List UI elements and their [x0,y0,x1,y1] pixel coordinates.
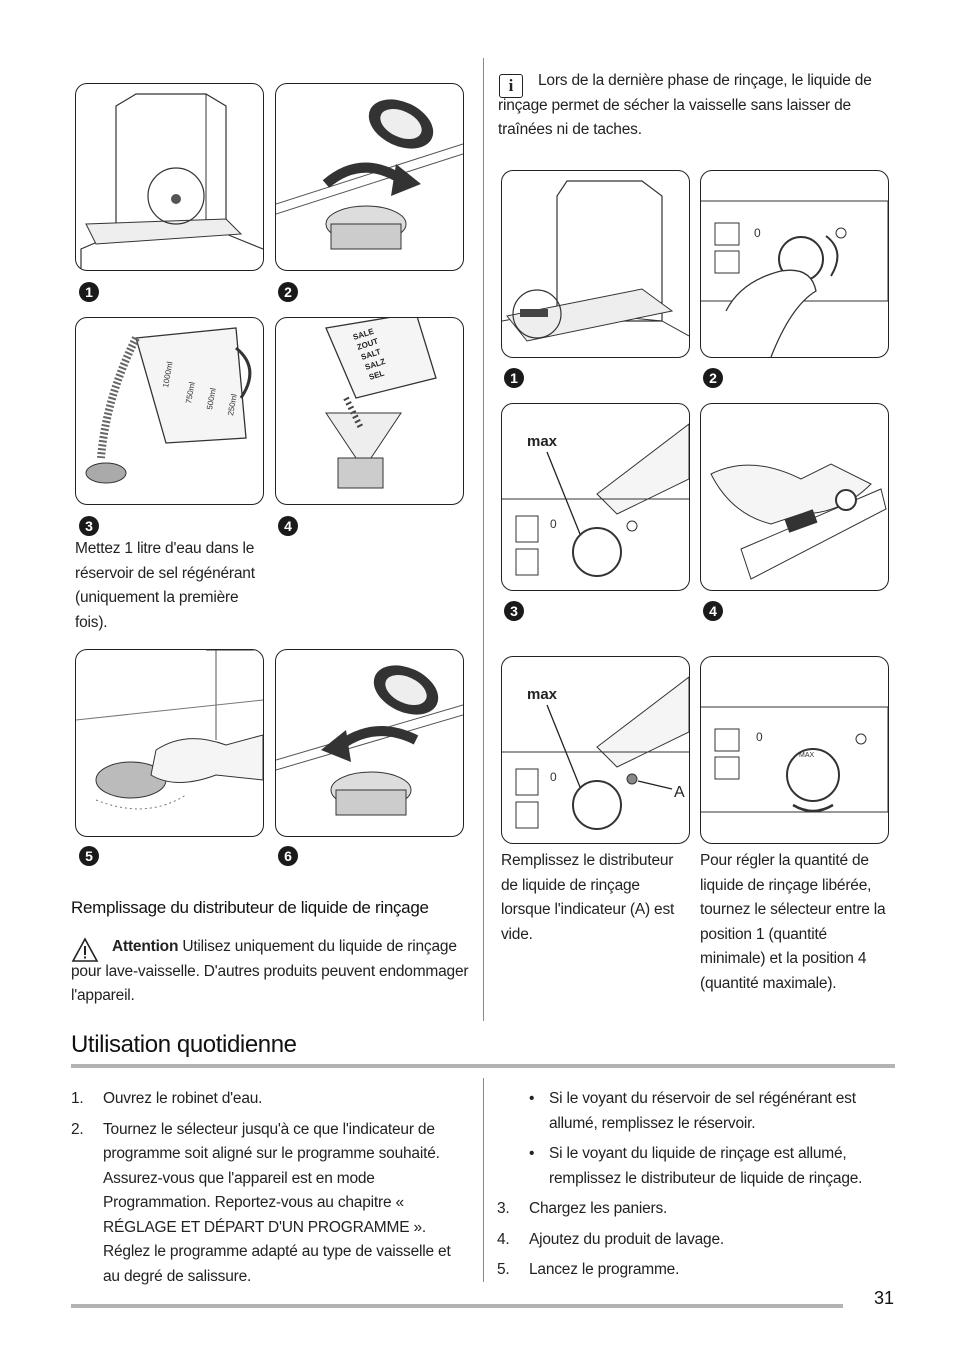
figure-wipe-spill [75,649,264,837]
list-item [497,1228,897,1253]
list-item [497,1197,897,1222]
figure-number: 3 [504,601,524,621]
list-item [71,1087,471,1112]
figure-number: 2 [278,282,298,302]
jug-mark: 250ml [226,393,239,417]
figure-pour-rinse-aid [501,403,690,591]
rinse-heading: Remplissage du distributeur de liquide de rinçage [71,898,429,917]
column-divider [483,1078,484,1282]
bullet-mark: • [529,1145,535,1162]
figure-number: 2 [703,368,723,388]
list-number: 2. [71,1120,84,1138]
figure-number: 1 [79,282,99,302]
bullet-text: Si le voyant du réservoir de sel régénérant est allumé, remplissez le réservoir. [549,1090,856,1132]
bullet-item [497,1087,897,1136]
max-label: max [527,686,558,703]
bullet-text: Si le voyant du liquide de rinçage est allumé, remplissez le distributeur de liquide de rinçage. [549,1145,863,1187]
dial-zero-label: 0 [550,517,557,531]
caption-adjust-dial: Pour régler la quantité de liquide de rinçage libérée, tournez le sélecteur entre la position 1 (quantité minimale) et la position 4 (quantité maximale). [700,852,886,992]
page-number: 31 [874,1288,895,1308]
warning-label: Attention [112,938,179,955]
salt-box-text: SALT [359,347,382,362]
figure-salt-cap-close [275,649,464,837]
section-rule [71,1064,895,1068]
list-text: Ouvrez le robinet d'eau. [103,1090,263,1107]
figure-add-salt [275,317,464,505]
figure-adjust-dial [700,656,889,844]
figure-dishwasher-open [75,83,264,271]
list-text: Lancez le programme. [529,1261,680,1278]
salt-box-text: ZOUT [355,336,380,352]
figure-open-dispenser [700,170,889,358]
bullet-item [497,1142,897,1191]
dial-zero-label: 0 [550,770,557,784]
column-divider [483,58,484,1021]
list-text: Ajoutez du produit de lavage. [529,1230,724,1248]
info-paragraph: Lors de la dernière phase de rinçage, le liquide de rinçage permet de sécher la vaisselle sans laisser de traînées ni de taches. [498,72,872,138]
list-number: 4. [497,1230,510,1248]
dial-max-text: MAX [799,752,815,759]
max-label: max [527,433,558,450]
bullet-mark: • [529,1090,535,1107]
list-number: 5. [497,1261,510,1278]
list-text: Chargez les paniers. [529,1200,668,1217]
figure-number: 3 [79,516,99,536]
jug-mark: 750ml [184,381,197,405]
figure-wipe-dispenser [700,403,889,591]
salt-box-text: SALE [351,326,375,342]
figure-number: 4 [278,516,298,536]
figure-number: 6 [278,846,298,866]
figure-number: 1 [504,368,524,388]
figure-salt-cap-removal [275,83,464,271]
figure-number: 5 [79,846,99,866]
dial-zero-label: 0 [756,730,763,744]
salt-box-text: SEL [367,368,386,382]
jug-mark: 1000ml [161,360,175,389]
salt-box-text: SALZ [363,356,387,372]
steps-right [497,1087,897,1289]
list-number: 1. [71,1090,84,1107]
list-number: 3. [497,1200,510,1217]
list-item [497,1258,897,1283]
figure-fill-indicator [501,656,690,844]
section-title: Utilisation quotidienne [71,1031,297,1058]
info-icon: i [499,74,523,98]
list-text: Tournez le sélecteur jusqu'à ce que l'indicateur de programme soit aligné sur le programme souhaité. Assurez-vous que l'appareil est en mode Programmation. Reportez-vous au chapitre « RÉGLAGE ET DÉPART D'UN PROGRAMME ». Réglez le programme adapté au type de vaisselle et au degré de salissure. [103,1120,451,1285]
list-item [71,1118,471,1290]
warning-paragraph [71,935,471,1009]
jug-mark: 500ml [205,387,218,411]
figure-fill-water [75,317,264,505]
dial-zero-label: 0 [754,226,761,240]
figure-dishwasher-dispenser [501,170,690,358]
warning-text: Utilisez uniquement du liquide de rinçage pour lave-vaisselle. D'autres produits peuvent endommager l'appareil. [71,938,469,1004]
footer-rule [71,1304,843,1308]
steps-left [71,1087,471,1295]
caption-fill-dispenser: Remplissez le distributeur de liquide de rinçage lorsque l'indicateur (A) est vide. [501,852,675,943]
figure-number: 4 [703,601,723,621]
indicator-label: A [674,784,685,801]
step3-caption: Mettez 1 litre d'eau dans le réservoir de sel régénérant (uniquement la première fois). [75,540,255,631]
